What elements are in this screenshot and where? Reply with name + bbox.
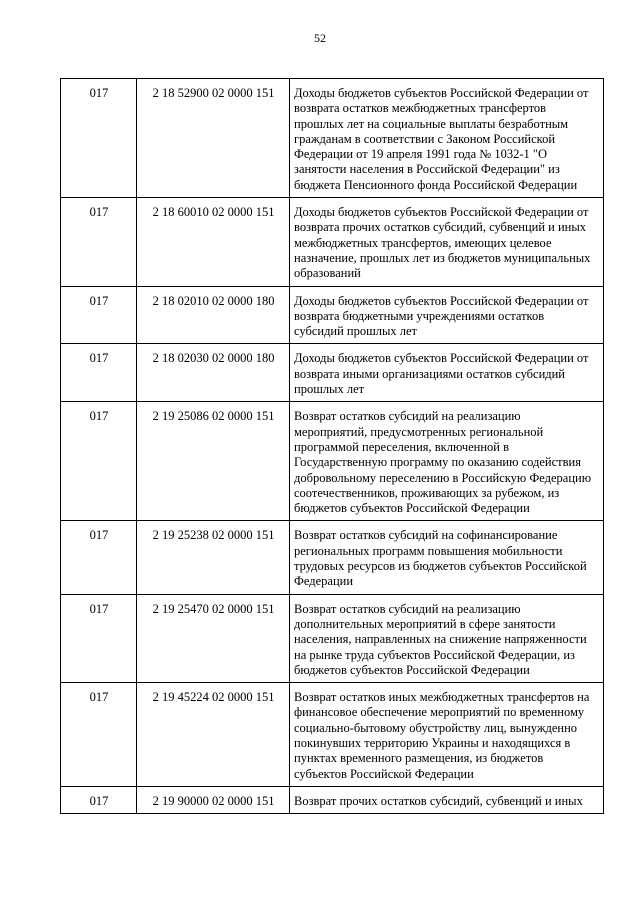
description-line: бюджетов субъектов Российской Федерации — [294, 501, 530, 516]
income-description-cell — [290, 344, 604, 402]
description-line: программой переселения, включенной в — [294, 439, 510, 454]
budget-classification-code-cell: 2 19 25238 02 0000 151 — [137, 521, 290, 594]
table-row — [61, 521, 604, 594]
description-line: гражданам в соответствии с Законом Российской — [294, 131, 556, 146]
description-line: образований — [294, 266, 361, 281]
description-line: прошлых лет — [294, 382, 365, 397]
budget-classification-code-cell: 2 19 25086 02 0000 151 — [137, 402, 290, 521]
description-line: прошлых лет на социальные выплаты безработным — [294, 116, 569, 131]
description-line: населения, направленных на снижение напряженности — [294, 632, 587, 647]
description-line: Возврат остатков субсидий на реализацию — [294, 601, 521, 616]
description-line: Доходы бюджетов субъектов Российской Федерации от — [294, 205, 589, 220]
budget-classification-code-cell: 2 19 45224 02 0000 151 — [137, 683, 290, 787]
table-row — [61, 683, 604, 787]
budget-classification-code-cell: 2 19 90000 02 0000 151 — [137, 786, 290, 813]
description-line: социально-бытовому обустройству лиц, вынужденно — [294, 720, 578, 735]
budget-classification-code-cell: 2 18 52900 02 0000 151 — [137, 79, 290, 198]
table-body — [61, 79, 604, 814]
admin-code-cell: 017 — [61, 594, 137, 682]
description-line: финансовое обеспечение мероприятий по временному — [294, 705, 585, 720]
budget-classification-code-cell: 2 18 02030 02 0000 180 — [137, 344, 290, 402]
description-line: Возврат остатков субсидий на софинансирование — [294, 528, 558, 543]
income-description-cell — [290, 594, 604, 682]
page-number: 52 — [314, 31, 326, 45]
admin-code-cell: 017 — [61, 79, 137, 198]
admin-code-cell: 017 — [61, 683, 137, 787]
description-line: Возврат остатков иных межбюджетных трансфертов на — [294, 690, 590, 705]
description-line: трудовых ресурсов из бюджетов субъектов Российской — [294, 559, 587, 574]
description-line: соотечественников, проживающих за рубежом, из — [294, 485, 560, 500]
income-description-cell — [290, 521, 604, 594]
description-line: возврата иными организациями остатков субсидий — [294, 366, 565, 381]
description-line: Доходы бюджетов субъектов Российской Федерации от — [294, 293, 589, 308]
description-line: Доходы бюджетов субъектов Российской Федерации от — [294, 86, 589, 100]
description-line: возврата прочих остатков субсидий, субвенций и иных — [294, 220, 586, 235]
description-line: межбюджетных трансфертов, имеющих целевое — [294, 235, 552, 250]
description-line: бюджетов субъектов Российской Федерации — [294, 662, 530, 677]
description-line: Возврат остатков субсидий на реализацию — [294, 409, 521, 424]
description-line: добровольному переселению в Российскую Федерацию — [294, 470, 592, 485]
income-description-cell — [290, 786, 604, 813]
table-row — [61, 286, 604, 344]
admin-code-cell: 017 — [61, 198, 137, 286]
admin-code-cell: 017 — [61, 786, 137, 813]
budget-codes-table — [60, 78, 604, 814]
description-line: Федерации — [294, 574, 354, 589]
admin-code-cell: 017 — [61, 286, 137, 344]
description-line: субъектов Российской Федерации — [294, 766, 474, 781]
budget-classification-code-cell: 2 19 25470 02 0000 151 — [137, 594, 290, 682]
table-row — [61, 594, 604, 682]
description-line: Государственную программу по оказанию содействия — [294, 455, 581, 470]
description-line: возврата бюджетными учреждениями остатков — [294, 308, 545, 323]
description-line: Федерации от 19 апреля 1991 года № 1032-1 "О — [294, 147, 548, 162]
table-row — [61, 79, 604, 198]
income-description-cell — [290, 286, 604, 344]
description-line: субсидий прошлых лет — [294, 324, 418, 339]
description-line: дополнительных мероприятий в сфере занятости — [294, 616, 556, 631]
income-description-cell — [290, 79, 604, 198]
description-line: назначение, прошлых лет из бюджетов муниципальных — [294, 250, 591, 265]
table-row — [61, 344, 604, 402]
description-line: занятости населения в Российской Федерации" из — [294, 162, 560, 177]
table-row — [61, 198, 604, 286]
description-line: региональных программ повышения мобильности — [294, 543, 563, 558]
description-line: покинувших территорию Украины и находящихся в — [294, 735, 571, 750]
admin-code-cell: 017 — [61, 521, 137, 594]
description-line: Возврат прочих остатков субсидий, субвенций и иных — [294, 793, 583, 808]
description-line: возврата остатков межбюджетных трансфертов — [294, 101, 547, 116]
description-line: бюджета Пенсионного фонда Российской Федерации — [294, 177, 578, 192]
budget-classification-code-cell: 2 18 02010 02 0000 180 — [137, 286, 290, 344]
income-description-cell — [290, 683, 604, 787]
description-line: мероприятий, предусмотренных региональной — [294, 424, 544, 439]
table-row — [61, 786, 604, 813]
admin-code-cell: 017 — [61, 402, 137, 521]
description-line: на рынке труда субъектов Российской Федерации, из — [294, 647, 575, 662]
income-description-cell — [290, 402, 604, 521]
budget-classification-code-cell: 2 18 60010 02 0000 151 — [137, 198, 290, 286]
income-description-cell — [290, 198, 604, 286]
description-line: пунктах временного размещения, из бюджетов — [294, 751, 544, 766]
description-line: Доходы бюджетов субъектов Российской Федерации от — [294, 351, 589, 366]
admin-code-cell: 017 — [61, 344, 137, 402]
table-row — [61, 402, 604, 521]
